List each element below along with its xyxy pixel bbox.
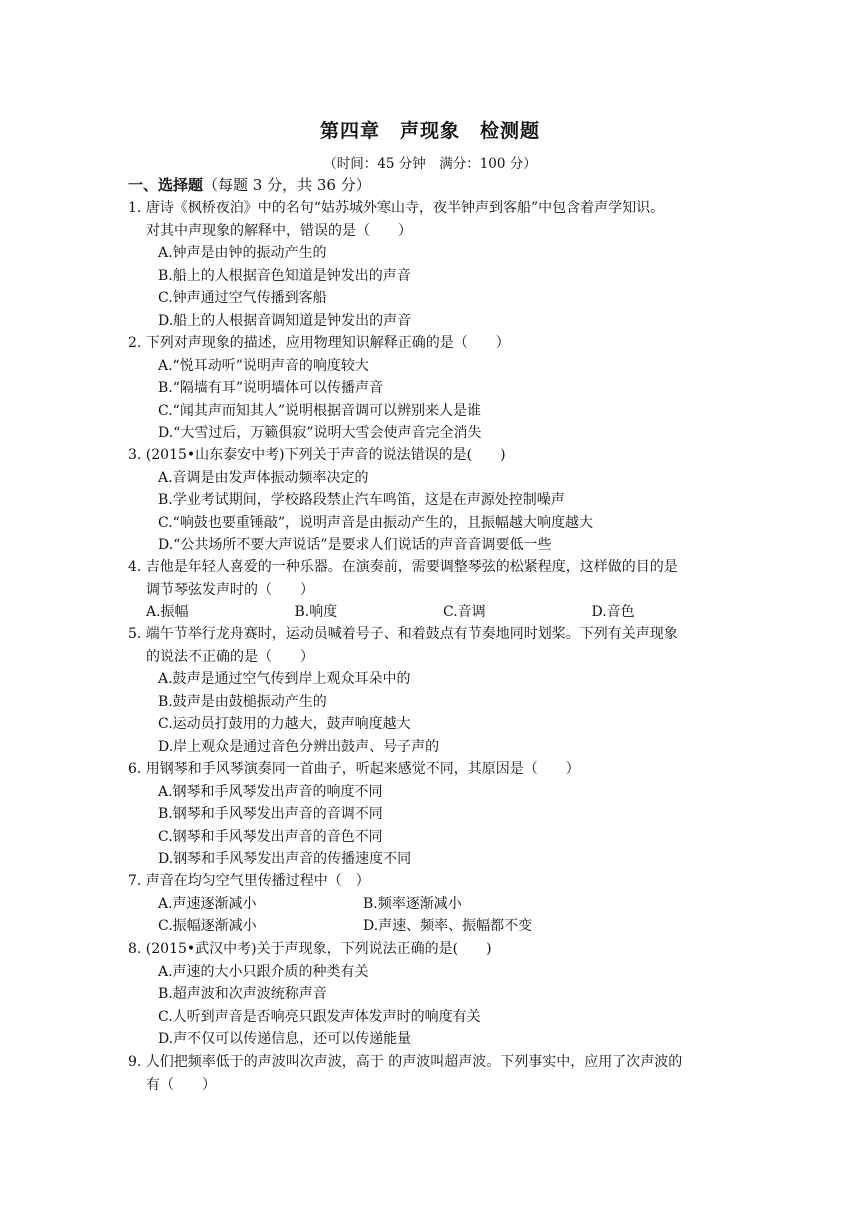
option-a: A.“悦耳动听”说明声音的响度较大 <box>158 357 369 374</box>
option-c: C.运动员打鼓用的力越大，鼓声响度越大 <box>158 716 411 732</box>
question-stem: 7. 声音在均匀空气里传播过程中（ ） <box>128 873 370 889</box>
option-d: D.“大雪过后，万籁俱寂”说明大雪会使声音完全消失 <box>158 425 482 441</box>
option-a: A.钟声是由钟的振动产生的 <box>158 245 327 261</box>
question-1 <box>128 197 740 332</box>
question-stem: 8. (2015•武汉中考)关于声现象，下列说法正确的是( ) <box>128 941 492 957</box>
option-a: A.声速的大小只跟介质的种类有关 <box>158 963 369 980</box>
option-d: D.岸上观众是通过音色分辨出鼓声、号子声的 <box>158 738 440 755</box>
question-stem: 的说法不正确的是（ ） <box>146 648 314 665</box>
option-b: B.钢琴和手风琴发出声音的音调不同 <box>158 806 383 822</box>
question-stem: 1. 唐诗《枫桥夜泊》中的名句“姑苏城外寒山寺，夜半钟声到客船”中包含着声学知识。 <box>128 200 665 216</box>
option-d: D.船上的人根据音调知道是钟发出的声音 <box>158 312 412 329</box>
question-stem: 4. 吉他是年轻人喜爱的一种乐器。在演奏前，需要调整琴弦的松紧程度，这样做的目的是 <box>128 559 678 575</box>
question-stem: 6. 用钢琴和手风琴演奏同一首曲子，听起来感觉不同，其原因是（ ） <box>128 761 580 777</box>
option-b: B.超声波和次声波统称声音 <box>158 986 327 1002</box>
option-d: D.声不仅可以传递信息，还可以传递能量 <box>158 1031 412 1047</box>
options-row <box>128 893 740 916</box>
section-heading <box>128 174 371 195</box>
option-b: B.“隔墙有耳”说明墙体可以传播声音 <box>158 380 384 396</box>
option-b: B.船上的人根据音色知道是钟发出的声音 <box>158 267 411 284</box>
section-label: 一、选择题 <box>128 176 204 194</box>
option-d: D.声速、频率、振幅都不变 <box>363 918 533 934</box>
option-c: C.“闻其声而知其人”说明根据音调可以辨别来人是谁 <box>158 402 481 419</box>
question-7 <box>128 870 740 938</box>
question-stem: 2. 下列对声现象的描述，应用物理知识解释正确的是（ ） <box>128 335 510 351</box>
question-4 <box>128 556 740 624</box>
question-6 <box>128 758 740 871</box>
option-a: A.声速逐渐减小 <box>158 895 257 912</box>
question-stem: 对其中声现象的解释中，错误的是（ ） <box>146 222 412 239</box>
question-5 <box>128 623 740 758</box>
question-stem: 5. 端午节举行龙舟赛时，运动员喊着号子、和着鼓点有节奏地同时划桨。下列有关声现象 <box>128 626 678 642</box>
option-a: A.钢琴和手风琴发出声音的响度不同 <box>158 783 383 800</box>
options-row <box>128 915 740 938</box>
option-b: B.学业考试期间，学校路段禁止汽车鸣笛，这是在声源处控制噪声 <box>158 492 565 508</box>
question-stem: 调节琴弦发声时的（ ） <box>146 581 314 598</box>
question-stem: 9. 人们把频率低于的声波叫次声波，高于 的声波叫超声波。下列事实中，应用了次声波的 <box>128 1054 683 1070</box>
question-stem: 有（ ） <box>146 1076 216 1093</box>
option-c: C.振幅逐渐减小 <box>158 918 257 934</box>
option-a: A.振幅 <box>146 604 189 620</box>
option-c: C.人听到声音是否响亮只跟发声体发声时的响度有关 <box>158 1008 481 1025</box>
option-c: C.“响鼓也要重锤敲”，说明声音是由振动产生的，且振幅越大响度越大 <box>158 514 593 531</box>
option-d: D.钢琴和手风琴发出声音的传播速度不同 <box>158 851 412 867</box>
option-b: B.鼓声是由鼓槌振动产生的 <box>158 693 327 710</box>
question-stem: 3. (2015•山东泰安中考)下列关于声音的说法错误的是( ) <box>128 447 506 463</box>
question-8 <box>128 938 740 1051</box>
question-9 <box>128 1051 740 1096</box>
option-d: D.“公共场所不要大声说话”是要求人们说话的声音音调要低一些 <box>158 537 552 553</box>
option-c: C.钟声通过空气传播到客船 <box>158 290 327 306</box>
option-c: C.钢琴和手风琴发出声音的音色不同 <box>158 828 383 845</box>
option-c: C.音调 <box>443 604 486 620</box>
question-2 <box>128 332 740 445</box>
option-b: B.频率逐渐减小 <box>363 895 462 912</box>
option-a: A.音调是由发声体振动频率决定的 <box>158 469 369 486</box>
page-title: 第四章 声现象 检测题 <box>319 120 540 142</box>
question-3 <box>128 444 740 557</box>
section-note: （每题 3 分，共 36 分） <box>203 176 371 194</box>
options-row <box>128 601 740 624</box>
option-d: D.音色 <box>591 604 635 620</box>
option-a: A.鼓声是通过空气传到岸上观众耳朵中的 <box>158 671 411 687</box>
option-b: B.响度 <box>294 604 338 620</box>
exam-info: （时间：45 分钟 满分：100 分） <box>323 156 537 172</box>
